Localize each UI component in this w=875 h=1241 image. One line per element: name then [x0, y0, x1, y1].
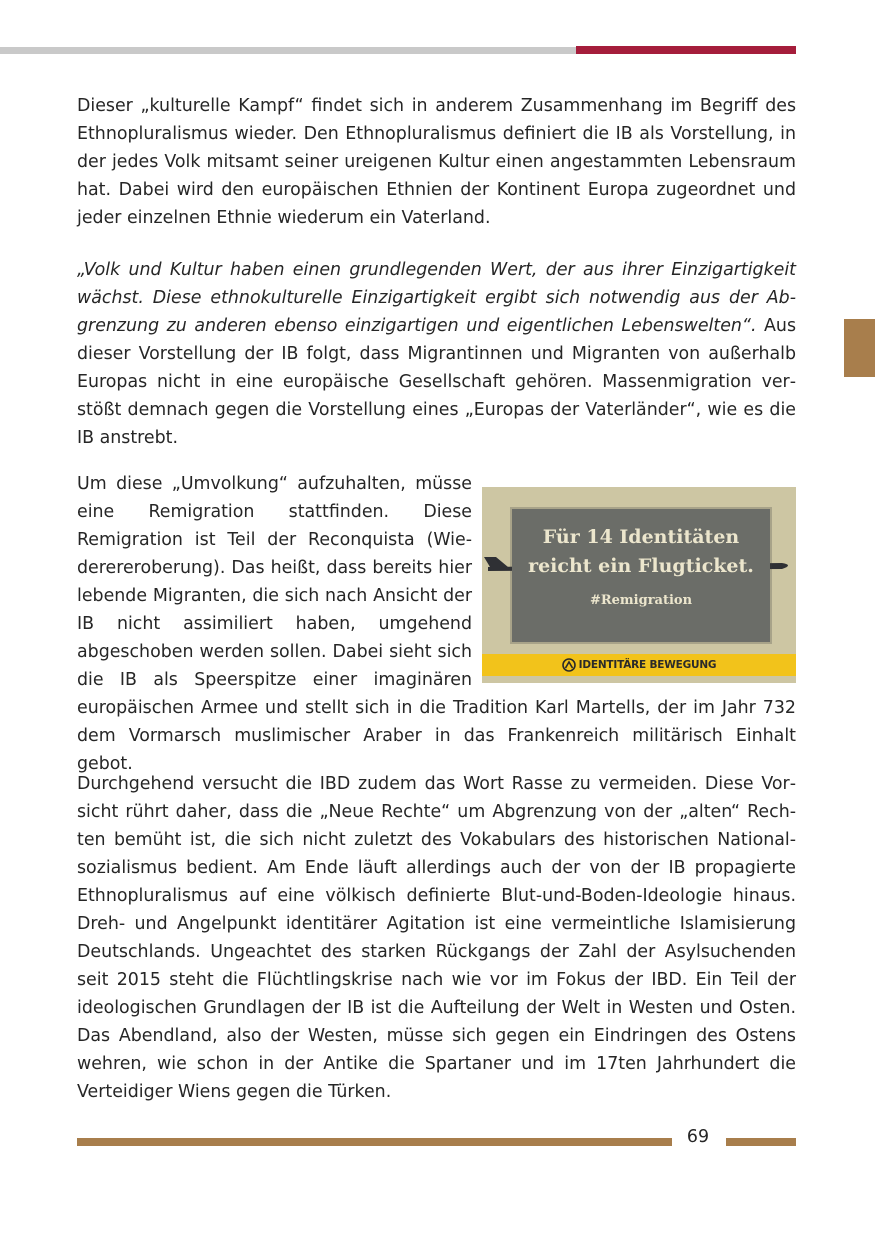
remigration-poster-image: [482, 487, 796, 683]
paragraph-2: [77, 256, 796, 452]
paragraph-4-text: Durchgehend versucht die IBD zudem das Wort Rasse zu vermeiden. Diese Vorsicht rührt daher, dass die „Neue Rechte“ um Abgrenzung von der „alten“ Rechten bemüht ist, die sich nicht zuletzt des Vokabulars des historischen Nationalsozialismus bedient. Am Ende läuft allerdings auch der von der IB propagierte Ethnopluralismus auf eine völkisch definierte Blut-und-Boden-Ideologie hinaus. Dreh- und Angelpunkt identitärer Agitation ist eine vermeintliche Islamisierung Deutschlands. Ungeachtet des starken Rückgangs der Zahl der Asylsuchenden seit 2015 steht die Flüchtlingskrise nach wie vor im Fokus der IBD. Ein Teil der ideologischen Grundlagen der IB ist die Aufteilung der Welt in Westen und Osten. Das Abendland, also der Westen, müsse sich gegen ein Eindringen des Ostens wehren, wie schon in der Antike die Spartaner und im 17ten Jahrhundert die Verteidiger Wiens gegen die Türken.: [77, 774, 796, 1102]
chapter-thumb-tab: [844, 319, 875, 377]
paragraph-2-body: [77, 256, 796, 452]
paragraph-3-text: Um diese „Umvolkung“ aufzuhalten, müsse eine Remigration stattfinden. Diese Remigration ist Teil der Reconquista (Wiederereroberung). Das heißt, dass bereits hier lebende Migranten, die sich nach Ansicht der IB nicht assimiliert haben, umgehend abgeschoben werden sollen. Dabei sieht sich die IB als Speerspitze einer imaginären europäischen Armee und stellt sich in die Tradition Karl Martells, der im Jahr 732 dem Vormarsch muslimischer Araber in das Frankenreich militärisch Einhalt gebot.: [77, 474, 796, 774]
quote-text: „Volk und Kultur haben einen grundlegenden Wert, der aus ihrer Einzigartigkeit wächst. Diese ethnokulturelle Einzigartigkeit ergibt sich notwendig aus der Abgrenzung zu anderen ebenso einzigartigen und eigentlichen Lebenswelten“.: [77, 260, 796, 336]
footer-rule-left: [77, 1138, 672, 1146]
paragraph-1: [77, 92, 796, 232]
footer-rule-right: [726, 1138, 796, 1146]
poster-brand-text: IDENTITÄRE BEWEGUNG: [578, 659, 717, 671]
paragraph-4: [77, 770, 796, 1106]
poster-brand-bar: [482, 654, 796, 676]
poster-hashtag: #Remigration: [589, 593, 693, 608]
paragraph-1-text: Dieser „kulturelle Kampf“ findet sich in anderem Zusammenhang im Begriff des Ethnopluralismus wieder. Den Ethnopluralismus definiert die IB als Vorstellung, in der jedes Volk mitsamt seiner ureigenen Kultur einen angestammten Lebensraum hat. Dabei wird den europäischen Ethnien der Kontinent Europa zugeordnet und jeder einzelnen Ethnie wiederum ein Vaterland.: [77, 96, 796, 228]
paragraph-3: [77, 470, 796, 778]
lambda-logo-icon: [562, 658, 576, 672]
top-rule-gray: [0, 47, 576, 54]
poster-headline-line-1: Für 14 Identitäten: [542, 526, 740, 548]
poster-banner: [512, 509, 770, 642]
top-rule-accent: [576, 46, 796, 54]
poster-headline-line-2: reicht ein Flugticket.: [528, 555, 754, 577]
paragraph-2-rest: Aus dieser Vorstellung der IB folgt, dass Migrantinnen und Migranten von außerhalb Europas nicht in eine europäische Gesellschaft gehören. Massenmigration verstößt demnach gegen die Vorstellung eines „Europas der Vaterländer“, wie es die IB anstrebt.: [77, 316, 797, 448]
page-number: 69: [686, 1127, 710, 1147]
